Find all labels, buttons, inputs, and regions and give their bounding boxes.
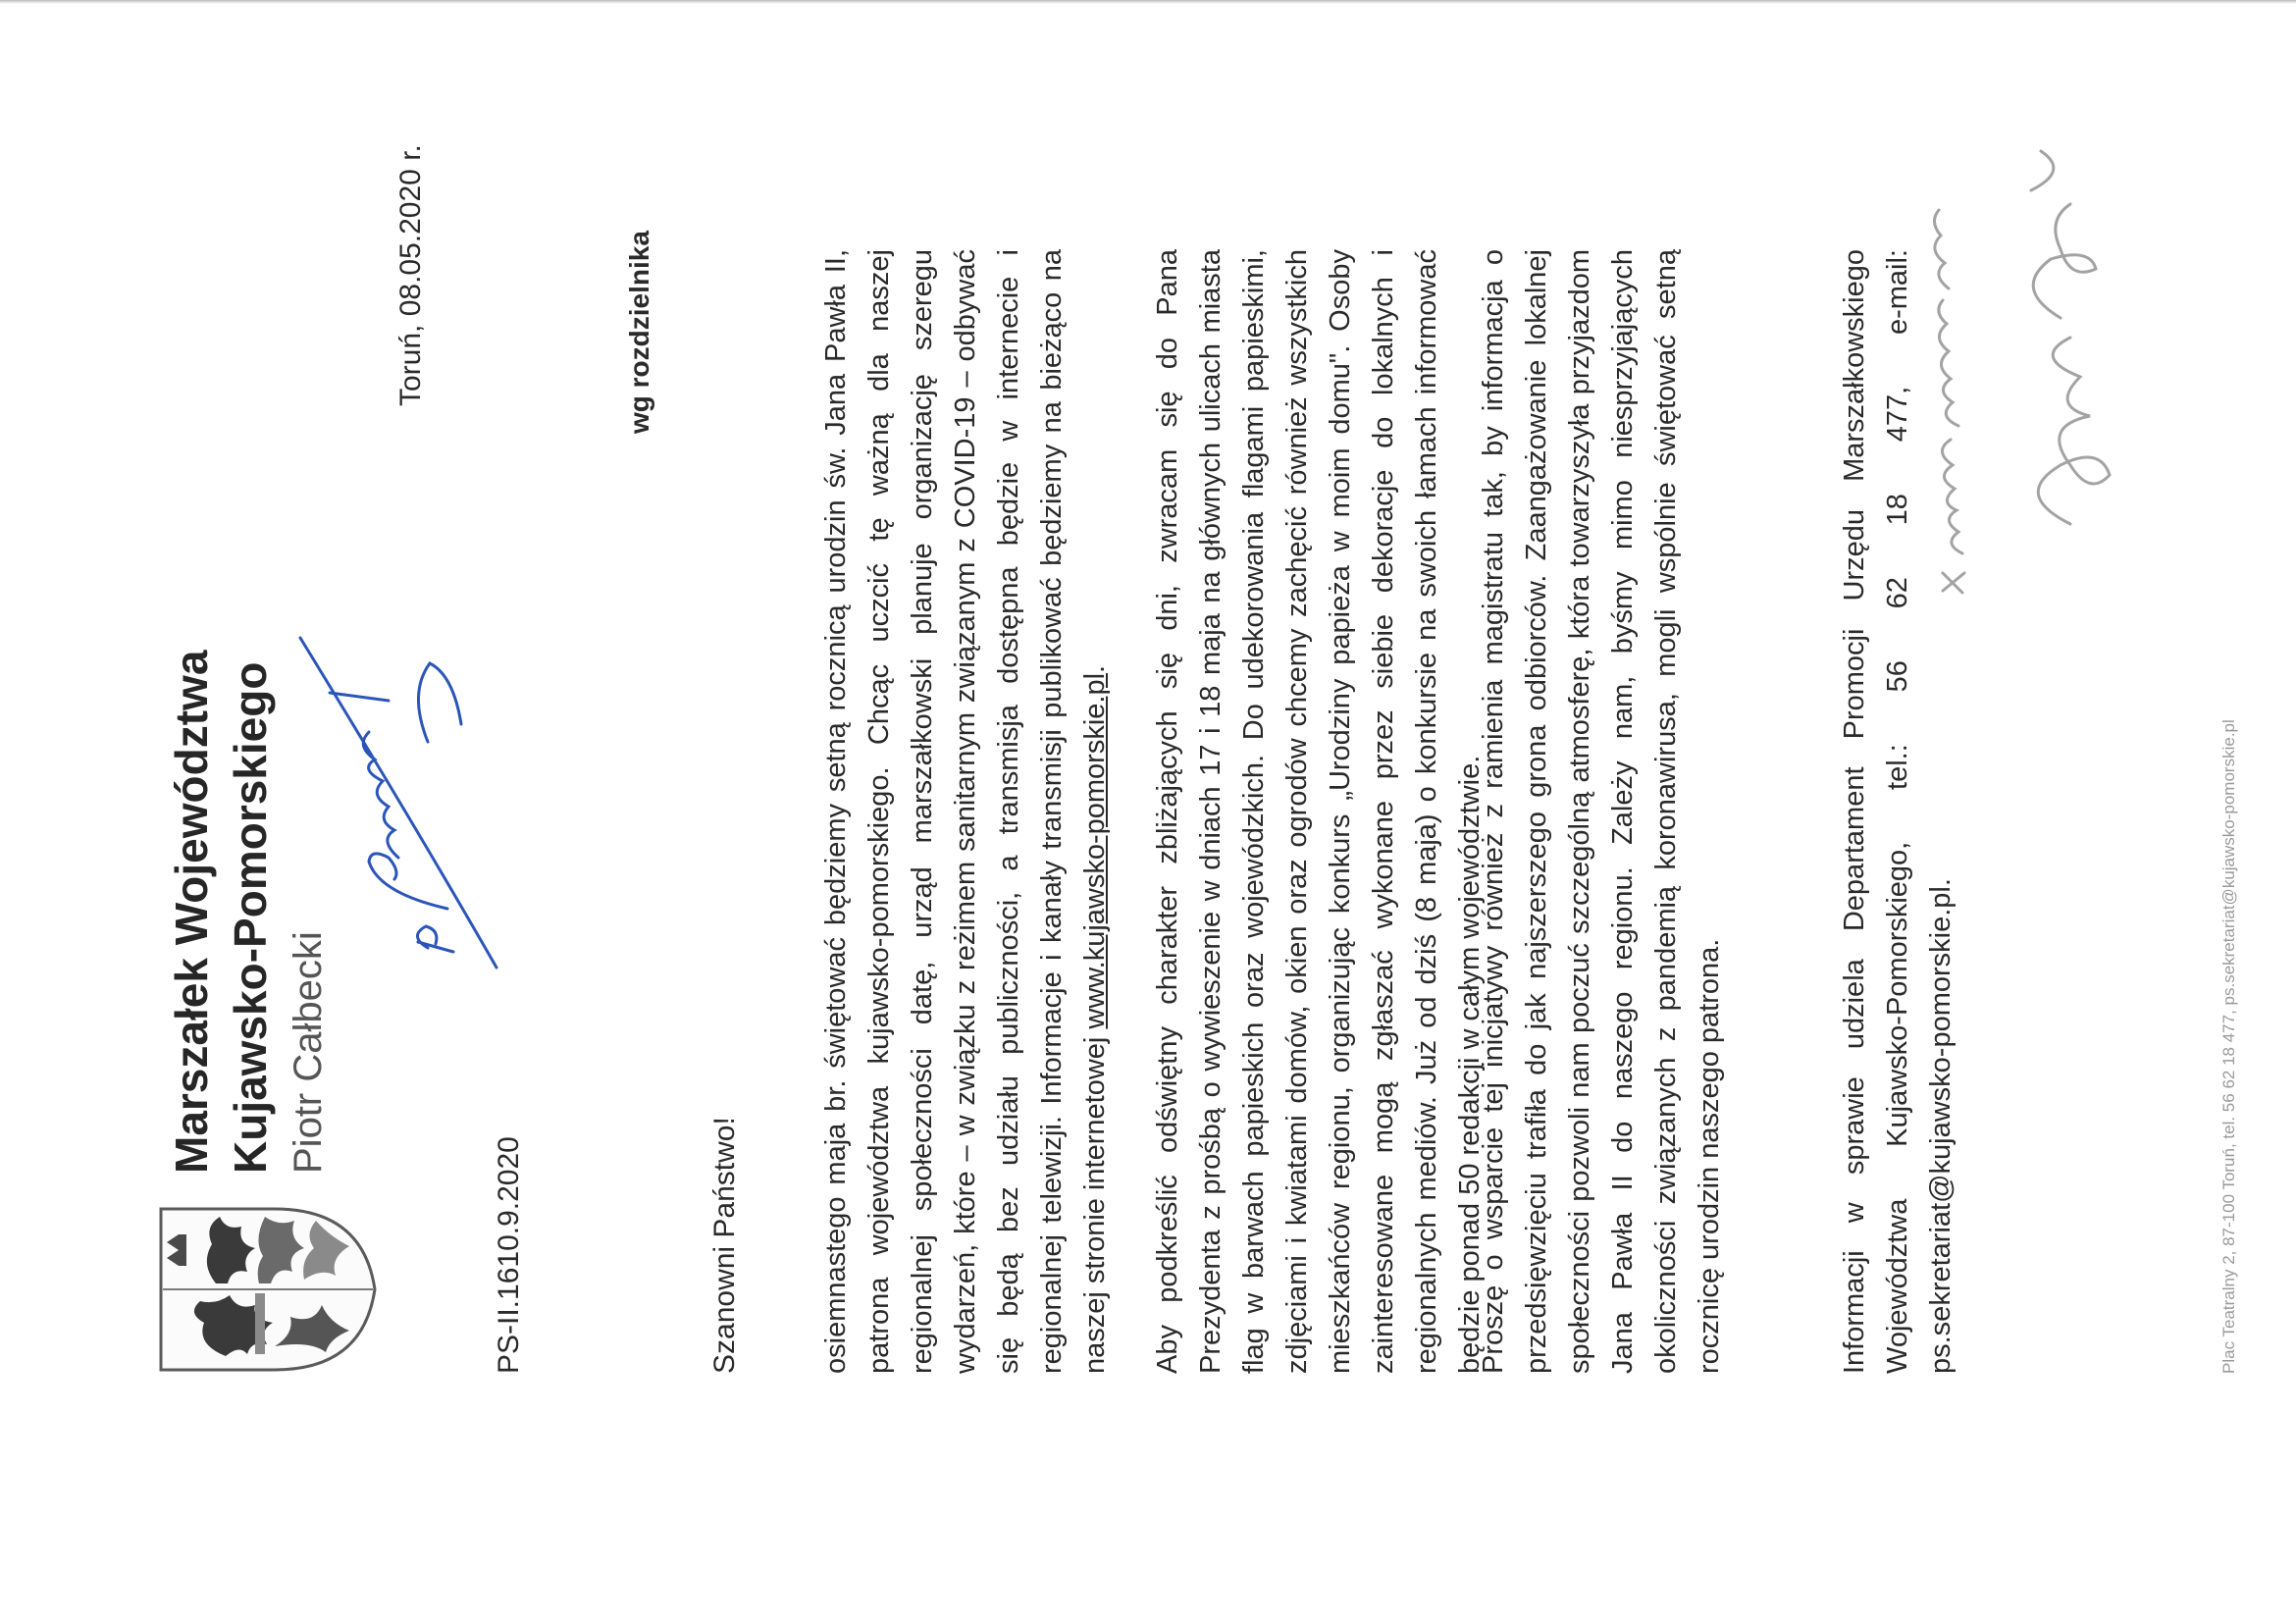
paragraph-1-end: . bbox=[1079, 664, 1111, 673]
salutation: Szanowni Państwo! bbox=[708, 1117, 741, 1374]
footer-address: Plac Teatralny 2, 87-100 Toruń, tel. 56 62 18 477, ps.sekretariat@kujawsko-pomorskie.pl bbox=[2219, 719, 2238, 1374]
paragraph-3: Proszę o wsparcie tej inicjatywy również z ramienia magistratu tak, by informacja o przedsięwzięciu trafiła do jak najszerszego grona odbiorców. Zaangażowanie lokalnej społeczności pozwoli nam poczuć szczególną atmosferę, która towarzyszyła przyjazdom Jana Pawła II do naszego regionu. Zależy nam, byśmy mimo niesprzyjających okoliczności związanych z pandemią koronawirusa, mogli wspólnie świętować setną rocznicę urodzin naszego patrona. bbox=[1478, 249, 1725, 1374]
paragraph-2: Aby podkreślić odświętny charakter zbliżających się dni, zwracam się do Pana Prezydenta z prośbą o wywieszenie w dniach 17 i 18 maja na głównych ulicach miasta flag w barwach papieskich oraz wojewódzkich. Do udekorowania flagami papieskimi, zdjęciami i kwiatami domów, okien oraz ogrodów chcemy zachęcić również wszystkich mieszkańców regionu, organizując konkurs „Urodziny papieża w moim domu". Osoby zainteresowane mogą zgłaszać wykonane przez siebie dekoracje do lokalnych i regionalnych mediów. Już od dziś (8 maja) o konkursie na swoich łamach informować będzie ponad 50 redakcji w całym województwie. bbox=[1152, 249, 1486, 1374]
addressee: wg rozdzielnika bbox=[624, 231, 654, 434]
office-title-line2: Kujawsko-Pomorskiego bbox=[225, 661, 276, 1174]
paragraph-1-text: osiemnastego maja br. świętować będziemy setną rocznicą urodzin św. Jana Pawła II, patrona województwa kujawsko-pomorskiego. Chcąc uczcić tę ważną dla naszej regionalnej społeczności datę, urząd marszałkowski planuje organizację szeregu wydarzeń, które – w związku z reżimem sanitarnym związanym z COVID-19 – odbywać się będą bez udziału publiczności, a transmisja dostępna będzie w internecie i regionalnej telewizji. Informacje i kanały transmisji publikować będziemy na bieżąco na naszej stronie internetowej bbox=[820, 249, 1111, 1374]
pencil-signature bbox=[1923, 102, 2149, 612]
website-link[interactable]: www.kujawsko-pomorskie.pl bbox=[1079, 672, 1111, 1029]
paragraph-1 bbox=[814, 249, 1117, 1374]
reference-number: PS-II.1610.9.2020 bbox=[493, 1136, 525, 1374]
official-name: Piotr Całbecki bbox=[287, 931, 330, 1174]
coat-of-arms-icon bbox=[157, 1205, 379, 1374]
place-and-date: Toruń, 08.05.2020 r. bbox=[394, 144, 427, 406]
paragraph-4: Informacji w sprawie udziela Departament Promocji Urzędu Marszałkowskiego Województwa Kujawsko-Pomorskiego, tel.: 56 62 18 477, e-mail: ps.sekretariat@kujawsko-pomorskie.pl. bbox=[1839, 249, 1957, 1374]
office-title-line1: Marszałek Województwa bbox=[166, 650, 217, 1174]
blue-ink-signature bbox=[261, 634, 516, 987]
